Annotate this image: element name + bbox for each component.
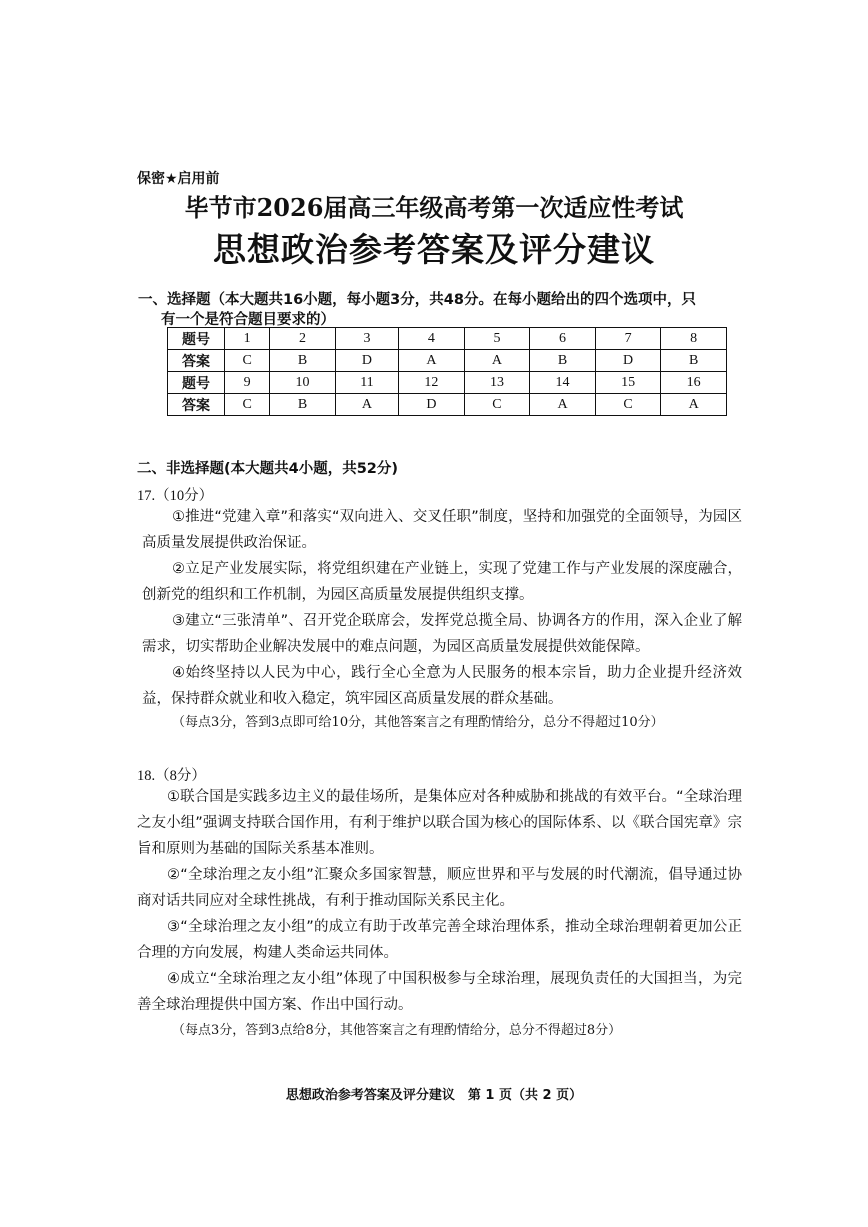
answer-point: ③建立“三张清单”、召开党企联席会，发挥党总揽全局、协调各方的作用，深入企业了解需求，切实帮助企业解决发展中的难点问题，为园区高质量发展提供效能保障。 <box>142 613 742 655</box>
section1-heading-line2: 有一个是符合题目要求的） <box>161 312 335 328</box>
answer-cell: B <box>530 350 596 372</box>
answer-point: ①推进“党建入章”和落实“双向进入、交叉任职”制度，坚持和加强党的全面领导，为园区高质量发展提供政治保证。 <box>142 509 742 551</box>
row-label-answer: 答案 <box>168 350 225 372</box>
table-row-answers-2 <box>168 394 727 416</box>
question-17-number: 17.（10分） <box>137 488 214 504</box>
section1-heading <box>138 290 738 330</box>
answer-point: ④成立“全球治理之友小组”体现了中国积极参与全球治理，展现负责任的大国担当，为完善全球治理提供中国方案、作出中国行动。 <box>137 971 742 1013</box>
row-label-question: 题号 <box>168 372 225 394</box>
question-18-answer <box>137 784 742 1018</box>
answer-cell: C <box>595 394 661 416</box>
question-number: 13 <box>464 372 530 394</box>
answer-table <box>167 327 727 416</box>
answer-cell: D <box>399 394 465 416</box>
document-title: 思想政治参考答案及评分建议 <box>213 230 655 269</box>
answer-point: ③“全球治理之友小组”的成立有助于改革完善全球治理体系，推动全球治理朝着更加公正合理的方向发展，构建人类命运共同体。 <box>137 919 742 961</box>
page-footer: 思想政治参考答案及评分建议 第 1 页（共 2 页） <box>285 1088 583 1103</box>
answer-cell: C <box>225 350 270 372</box>
answer-point: ②“全球治理之友小组”汇聚众多国家智慧，顺应世界和平与发展的时代潮流，倡导通过协商对话共同应对全球性挑战，有利于推动国际关系民主化。 <box>137 867 742 909</box>
question-18-number: 18.（8分） <box>137 768 206 784</box>
table-row-answers-1 <box>168 350 727 372</box>
question-number: 1 <box>225 328 270 350</box>
answer-point: ②立足产业发展实际，将党组织建在产业链上，实现了党建工作与产业发展的深度融合，创新党的组织和工作机制，为园区高质量发展提供组织支撑。 <box>142 561 742 603</box>
question-number: 15 <box>595 372 661 394</box>
exam-title: 毕节市2026届高三年级高考第一次适应性考试 <box>184 193 684 222</box>
question-number: 14 <box>530 372 596 394</box>
question-18-scoring-note: （每点3分，答到3点给8分，其他答案言之有理酌情给分，总分不得超过8分） <box>172 1023 622 1038</box>
answer-cell: C <box>464 394 530 416</box>
question-number: 6 <box>530 328 596 350</box>
question-number: 2 <box>270 328 336 350</box>
answer-cell: B <box>661 350 727 372</box>
question-number: 3 <box>335 328 398 350</box>
answer-cell: C <box>225 394 270 416</box>
section1-heading-line1: 一、选择题（本大题共16小题，每小题3分，共48分。在每小题给出的四个选项中，只 <box>138 292 696 308</box>
question-number: 4 <box>399 328 465 350</box>
answer-point: ④始终坚持以人民为中心，践行全心全意为人民服务的根本宗旨，助力企业提升经济效益，保持群众就业和收入稳定，筑牢园区高质量发展的群众基础。 <box>142 665 742 707</box>
question-number: 16 <box>661 372 727 394</box>
row-label-answer: 答案 <box>168 394 225 416</box>
question-number: 7 <box>595 328 661 350</box>
row-label-question: 题号 <box>168 328 225 350</box>
question-number: 9 <box>225 372 270 394</box>
table-row-questions-2 <box>168 372 727 394</box>
question-17-answer <box>142 504 742 712</box>
answer-cell: D <box>595 350 661 372</box>
answer-cell: D <box>335 350 398 372</box>
answer-cell: A <box>335 394 398 416</box>
question-number: 5 <box>464 328 530 350</box>
question-number: 8 <box>661 328 727 350</box>
answer-cell: A <box>661 394 727 416</box>
answer-cell: A <box>464 350 530 372</box>
section2-heading: 二、非选择题(本大题共4小题，共52分) <box>137 461 399 477</box>
answer-cell: B <box>270 394 336 416</box>
question-number: 11 <box>335 372 398 394</box>
answer-cell: B <box>270 350 336 372</box>
table-row-questions-1 <box>168 328 727 350</box>
question-number: 12 <box>399 372 465 394</box>
answer-cell: A <box>530 394 596 416</box>
question-17-scoring-note: （每点3分，答到3点即可给10分，其他答案言之有理酌情给分，总分不得超过10分） <box>172 715 664 730</box>
confidential-label: 保密★启用前 <box>137 171 220 187</box>
answer-point: ①联合国是实践多边主义的最佳场所，是集体应对各种威胁和挑战的有效平台。“全球治理之友小组”强调支持联合国作用，有利于维护以联合国为核心的国际体系、以《联合国宪章》宗旨和原则为基础的国际关系基本准则。 <box>137 789 742 857</box>
question-number: 10 <box>270 372 336 394</box>
answer-cell: A <box>399 350 465 372</box>
